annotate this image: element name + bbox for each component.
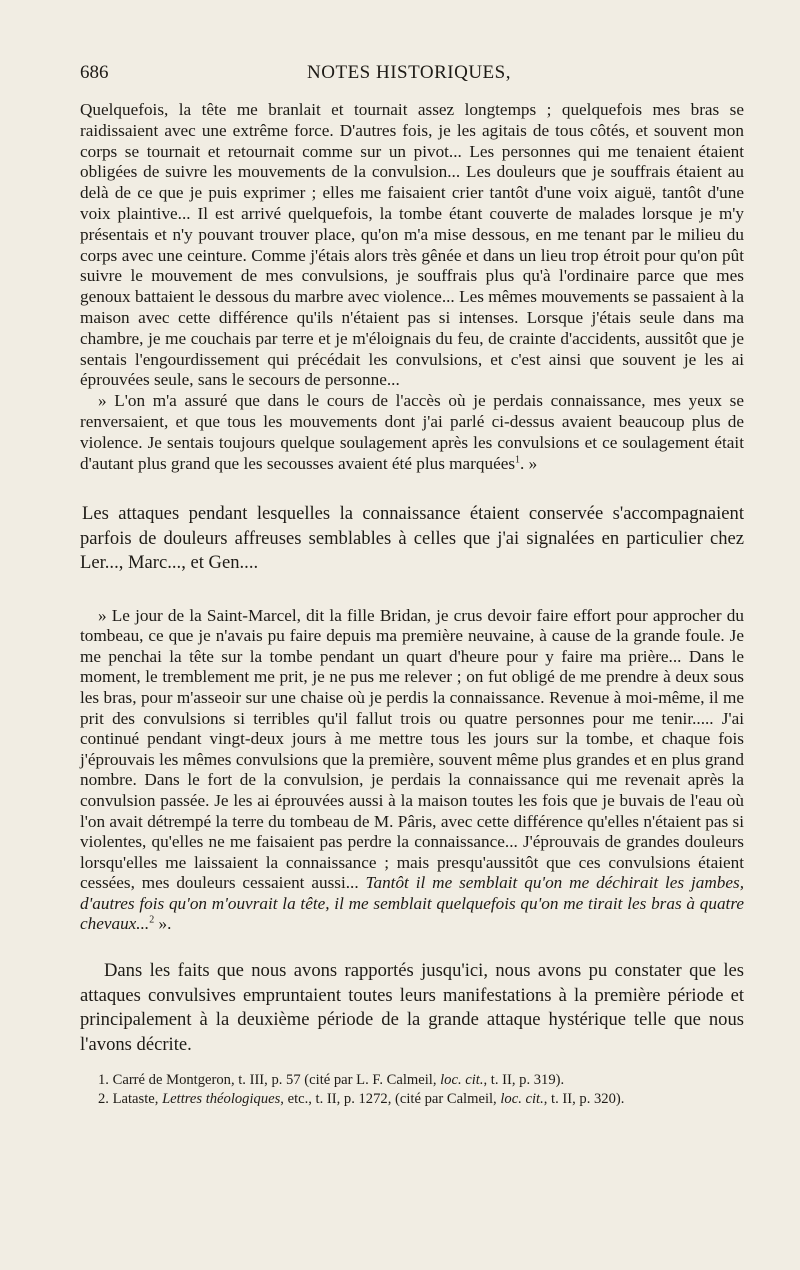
page-header bbox=[78, 62, 740, 88]
quote1-paragraph-1: Quelquefois, la tête me branlait et tournait assez longtemps ; quelquefois mes bras se raidissaient avec une extrême force. D'autres fois, je les agitais de tous côtés, et souvent mon corps se tournait et retournait comme sur un pivot... Les personnes qui me tenaient étaient obligées de suivre les mouvements de la convulsion... Les douleurs que je souffrais étaient au delà de ce que je puis exprimer ; elles me faisaient crier tantôt d'une voix aiguë, tantôt d'une voix plaintive... Il est arrivé quelquefois, la tombe étant couverte de malades lorsque je m'y présentais et n'y pouvant trouver place, qu'on m'a mise dessous, en me tenant par le milieu du corps avec une ceinture. Comme j'étais alors très gênée et dans un lieu trop étroit pour qu'on pût suivre le mouvement de mes convulsions, je souffrais plus qu'à l'ordinaire parce que mes genoux battaient le dessous du marbre avec violence... Les mêmes mouvements se passaient à la maison avec cette différence qu'ils n'étaient pas si intenses. Lorsque j'étais seule dans ma chambre, je me couchais par terre et je m'éloignais du feu, de crainte d'accidents, aussitôt que je sentais l'engourdissement qui précédait les convulsions, et c'est ainsi que souvent je les ai éprouvées seule, sans le secours de personne... bbox=[80, 100, 744, 390]
footnote-ref-1: 1 bbox=[515, 453, 521, 465]
body-paragraph-1: Les attaques pendant lesquelles la connaissance étaient conservée s'accompagnaient parfois de douleurs affreuses semblables à celles que j'ai signalées en particulier chez Ler..., Marc..., et Gen.... bbox=[80, 503, 744, 574]
footnotes bbox=[80, 1071, 744, 1109]
quotation-block-1 bbox=[80, 100, 744, 474]
footnote-2: 2. Lataste, Lettres théologiques, etc., t. II, p. 1272, (cité par Calmeil, loc. cit., t. II, p. 320). bbox=[98, 1091, 625, 1108]
footnote-ref-2: 2 bbox=[149, 914, 155, 926]
footnote-1: 1. Carré de Montgeron, t. III, p. 57 (cité par L. F. Calmeil, loc. cit., t. II, p. 319). bbox=[98, 1072, 565, 1089]
body-paragraph-2: Dans les faits que nous avons rapportés jusqu'ici, nous avons pu constater que les attaques convulsives empruntaient toutes leurs manifestations à la première période et principalement à la deuxième période de la grande attaque hystérique telle que nous l'avons décrite. bbox=[80, 960, 744, 1055]
quotation-block-2: » Le jour de la Saint-Marcel, dit la fille Bridan, je crus devoir faire effort pour approcher du tombeau, ce que je n'avais pu faire depuis ma première neuvaine, à cause de la grande foule. Je me penchai la tête sur la tombe pendant un quart d'heure pour y faire ma prière... Dans le moment, le tremblement me prit, je ne pus me relever ; on fut obligé de me prendre à deux sous les bras, pour m'asseoir sur une chaise où je perdis la connaissance. Revenue à moi-même, il me prit des convulsions si terribles qu'il fallut trois ou quatre personnes pour me tenir..... J'ai continué pendant vingt-deux jours à me mettre tous les jours sur la tombe, et chaque fois j'éprouvais les mêmes convulsions que la première, souvent même plus grandes et en plus grand nombre. Dans le fort de la convulsion, je perdais la connaissance qui me revenait après la convulsion passée. Je les ai éprouvées aussi à la maison toutes les fois que je buvais de l'eau où l'on avait détrempé la terre du tombeau de M. Pâris, avec cette différence qu'elles n'étaient pas si violentes, qu'elles ne me faisaient pas perdre la connaissance... J'éprouvais de grandes douleurs lorsqu'elles me laissaient la connaissance ; mais presqu'aussitôt que ces convulsions étaient cessées, mes douleurs cessaient aussi... Tantôt il me semblait qu'on me déchirait les jambes, d'autres fois qu'on m'ouvrait la tête, il me semblait quelquefois qu'on me tirait les bras à quatre chevaux...$^2$ ». bbox=[80, 605, 745, 934]
page-number: 686 bbox=[80, 62, 109, 83]
quote1-paragraph-2: » L'on m'a assuré que dans le cours de l'accès où je perdais connaissance, mes yeux se renversaient, et que tous les mouvements dont j'ai parlé ci-dessus avaient beaucoup plus de violence. Je sentais toujours quelque soulagement après les convulsions et ce soulagement était d'autant plus grand que les secousses avaient été plus marquées$^1$. » bbox=[80, 391, 744, 473]
quote2-italic: Tantôt il me semblait qu'on me déchirait les jambes, d'autres fois qu'on m'ouvrait la tête, il me semblait quelquefois qu'on me tirait les bras à quatre chevaux... bbox=[80, 873, 745, 934]
page-body bbox=[80, 100, 744, 1109]
running-title: NOTES HISTORIQUES, bbox=[307, 62, 511, 83]
